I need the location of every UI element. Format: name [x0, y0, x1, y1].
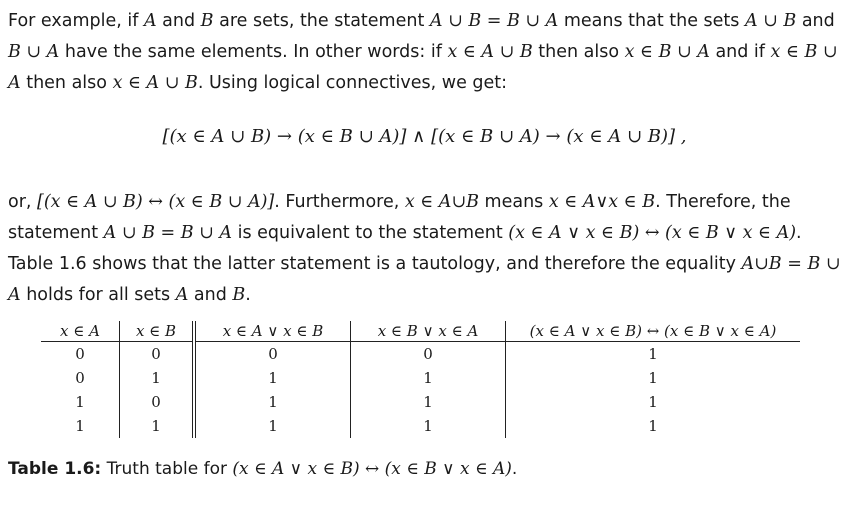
math: B — [200, 11, 214, 31]
caption-math: (x ∈ A ∨ x ∈ B) ↔ (x ∈ B ∨ x ∈ A) — [232, 459, 512, 479]
math: A ∪ B = B ∪ A — [103, 223, 233, 243]
math: A ∪ B = B ∪ A — [429, 11, 559, 31]
table-cell: 1 — [506, 342, 801, 367]
column-header: x ∈ A — [41, 321, 120, 342]
text: and — [188, 285, 233, 305]
table-cell: 0 — [75, 369, 85, 387]
table-row — [41, 366, 800, 390]
text: then also — [532, 42, 625, 62]
table-cell: 1 — [506, 414, 801, 438]
table-row — [41, 414, 800, 438]
table-cell: 0 — [351, 342, 506, 367]
column-header: (x ∈ A ∨ x ∈ B) ↔ (x ∈ B ∨ x ∈ A) — [506, 321, 801, 342]
caption-end: . — [511, 459, 518, 479]
text: . — [245, 285, 251, 305]
math: x ∈ A∨x ∈ B — [548, 192, 656, 212]
text: . Using logical connectives, we get: — [197, 73, 508, 93]
text: and — [156, 11, 201, 31]
table-cell: 1 — [351, 366, 506, 390]
table-cell: 1 — [194, 366, 351, 390]
text: holds for all sets — [20, 285, 176, 305]
column-header: x ∈ A ∨ x ∈ B — [194, 321, 351, 342]
table-header-row — [41, 321, 800, 342]
text: and if — [709, 42, 771, 62]
text: . Table 1.6 shows that the latter statement is a tautology, and therefore the equality — [8, 223, 802, 274]
column-header: x ∈ B ∨ x ∈ A — [351, 321, 506, 342]
table-cell: 0 — [194, 342, 351, 367]
paragraph-intro — [8, 6, 843, 99]
table-cell: 1 — [120, 366, 195, 390]
table-cell: 1 — [351, 390, 506, 414]
math: (x ∈ A ∨ x ∈ B) ↔ (x ∈ B ∨ x ∈ A) — [508, 223, 797, 243]
table-cell: 1 — [506, 390, 801, 414]
table-cell: 1 — [120, 414, 195, 438]
math: x ∈ A ∪ B — [112, 73, 198, 93]
table-caption — [8, 459, 517, 479]
table-cell: 0 — [120, 390, 195, 414]
math: A∪B = B ∪ A — [8, 254, 841, 305]
table-row — [41, 342, 800, 367]
text: . Therefore, the statement — [8, 192, 791, 243]
text: have the same elements. In other words: if — [59, 42, 448, 62]
caption-text: Truth table for — [101, 459, 233, 479]
column-header: x ∈ B — [120, 321, 195, 342]
math: x ∈ A∪B — [404, 192, 479, 212]
display-equation: [(x ∈ A ∪ B) → (x ∈ B ∪ A)] ∧ [(x ∈ B ∪ A) → (x ∈ A ∪ B)] , — [162, 126, 687, 147]
text: For example, if — [8, 11, 144, 31]
table-cell: 1 — [351, 414, 506, 438]
math: x ∈ B ∪ A — [624, 42, 710, 62]
text: or, — [8, 192, 38, 212]
text: . Furthermore, — [274, 192, 405, 212]
text: then also — [20, 73, 113, 93]
math: x ∈ A ∪ B — [447, 42, 533, 62]
table-cell: 1 — [194, 414, 351, 438]
math: A — [143, 11, 157, 31]
math: x ∈ B ∪ A — [8, 42, 838, 93]
table-cell: 1 — [75, 393, 85, 411]
text: means — [478, 192, 549, 212]
truth-table — [41, 321, 800, 438]
table-cell: 1 — [75, 417, 85, 435]
text: means that the sets — [558, 11, 745, 31]
table-cell: 1 — [194, 390, 351, 414]
caption-label: Table 1.6: — [8, 459, 102, 479]
math: B — [232, 285, 246, 305]
table-cell: 0 — [120, 342, 195, 367]
math: B ∪ A — [8, 42, 60, 62]
math: [(x ∈ A ∪ B) ↔ (x ∈ B ∪ A)] — [37, 192, 275, 212]
paragraph-tautology — [8, 187, 843, 311]
text: is equivalent to the statement — [232, 223, 509, 243]
table-row — [41, 390, 800, 414]
text: and — [796, 11, 835, 31]
table-cell: 1 — [506, 366, 801, 390]
table-cell: 0 — [75, 345, 85, 363]
text: are sets, the statement — [213, 11, 430, 31]
math: A — [175, 285, 189, 305]
math: A ∪ B — [744, 11, 797, 31]
